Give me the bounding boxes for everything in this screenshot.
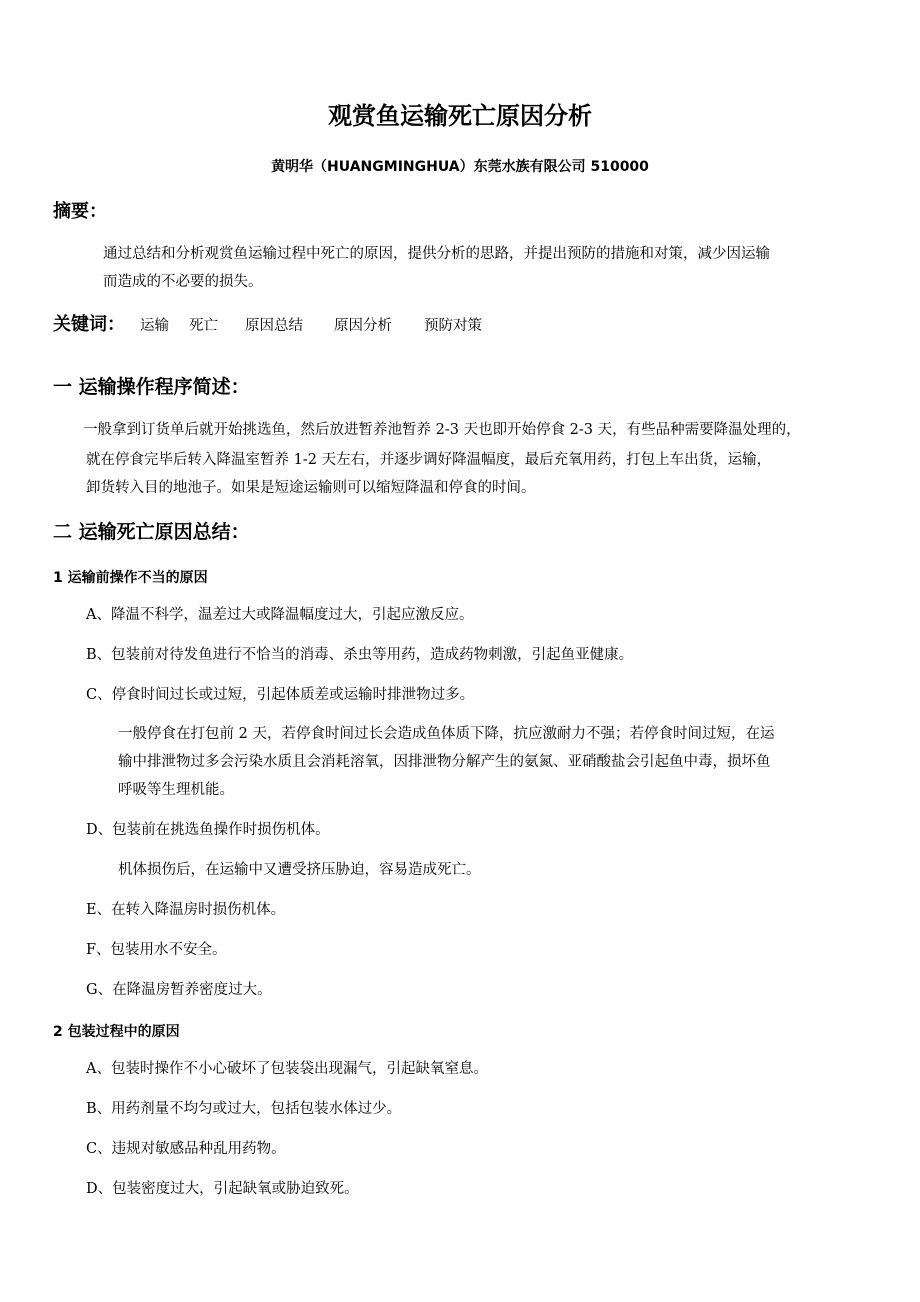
list-item: G、在降温房暂养密度过大。 xyxy=(86,982,272,998)
keyword: 死亡 xyxy=(189,318,218,334)
list-item: F、包装用水不安全。 xyxy=(86,942,227,958)
abstract-heading: 摘要： xyxy=(53,201,107,222)
list-item: B、包装前对待发鱼进行不恰当的消毒、杀虫等用药，造成药物刺激，引起鱼亚健康。 xyxy=(86,647,634,663)
section1-line: 一般拿到订货单后就开始挑选鱼，然后放进暂养池暂养 2-3 天也即开始停食 2-3 天，有些品种需要降温处理的， xyxy=(83,422,801,438)
list-note-line: 呼吸等生理机能。 xyxy=(118,782,234,798)
list-item: E、在转入降温房时损伤机体。 xyxy=(86,902,286,918)
list-item: D、包装前在挑选鱼操作时损伤机体。 xyxy=(86,822,330,838)
abstract-line: 通过总结和分析观赏鱼运输过程中死亡的原因，提供分析的思路，并提出预防的措施和对策，减少因运输 xyxy=(103,246,770,262)
list-note-line: 输中排泄物过多会污染水质且会消耗溶氧，因排泄物分解产生的氨氮、亚硝酸盐会引起鱼中毒，损坏鱼 xyxy=(118,754,771,770)
keyword: 原因分析 xyxy=(334,318,392,334)
list-item: A、包装时操作不小心破坏了包装袋出现漏气，引起缺氧窒息。 xyxy=(86,1061,488,1077)
author-line: 黄明华（HUANGMINGHUA）东莞水族有限公司 510000 xyxy=(271,159,649,175)
section2-heading: 二 运输死亡原因总结： xyxy=(53,521,250,543)
subsection2-heading: 2 包装过程中的原因 xyxy=(53,1024,180,1040)
doc-title: 观赏鱼运输死亡原因分析 xyxy=(328,102,592,130)
section1-line: 就在停食完毕后转入降温室暂养 1-2 天左右，并逐步调好降温幅度，最后充氧用药，打包上车出货，运输， xyxy=(86,452,772,468)
section1-line: 卸货转入目的地池子。如果是短途运输则可以缩短降温和停食的时间。 xyxy=(86,480,536,496)
list-item: A、降温不科学，温差过大或降温幅度过大，引起应激反应。 xyxy=(86,607,474,623)
list-item: D、包装密度过大，引起缺氧或胁迫致死。 xyxy=(86,1181,359,1197)
keywords-heading: 关键词： xyxy=(53,314,125,335)
keyword: 原因总结 xyxy=(245,318,303,334)
keyword: 预防对策 xyxy=(424,318,482,334)
list-note-line: 一般停食在打包前 2 天，若停食时间过长会造成鱼体质下降，抗应激耐力不强；若停食时间过短，在运 xyxy=(118,726,775,742)
list-item: C、违规对敏感品种乱用药物。 xyxy=(86,1141,286,1157)
subsection1-heading: 1 运输前操作不当的原因 xyxy=(53,570,208,586)
list-item: C、停食时间过长或过短，引起体质差或运输时排泄物过多。 xyxy=(86,687,475,703)
list-note-line: 机体损伤后，在运输中又遭受挤压胁迫，容易造成死亡。 xyxy=(118,862,481,878)
list-item: B、用药剂量不均匀或过大，包括包装水体过少。 xyxy=(86,1101,402,1117)
section1-heading: 一 运输操作程序简述： xyxy=(53,376,250,398)
keyword: 运输 xyxy=(140,318,169,334)
abstract-line: 而造成的不必要的损失。 xyxy=(103,274,263,290)
